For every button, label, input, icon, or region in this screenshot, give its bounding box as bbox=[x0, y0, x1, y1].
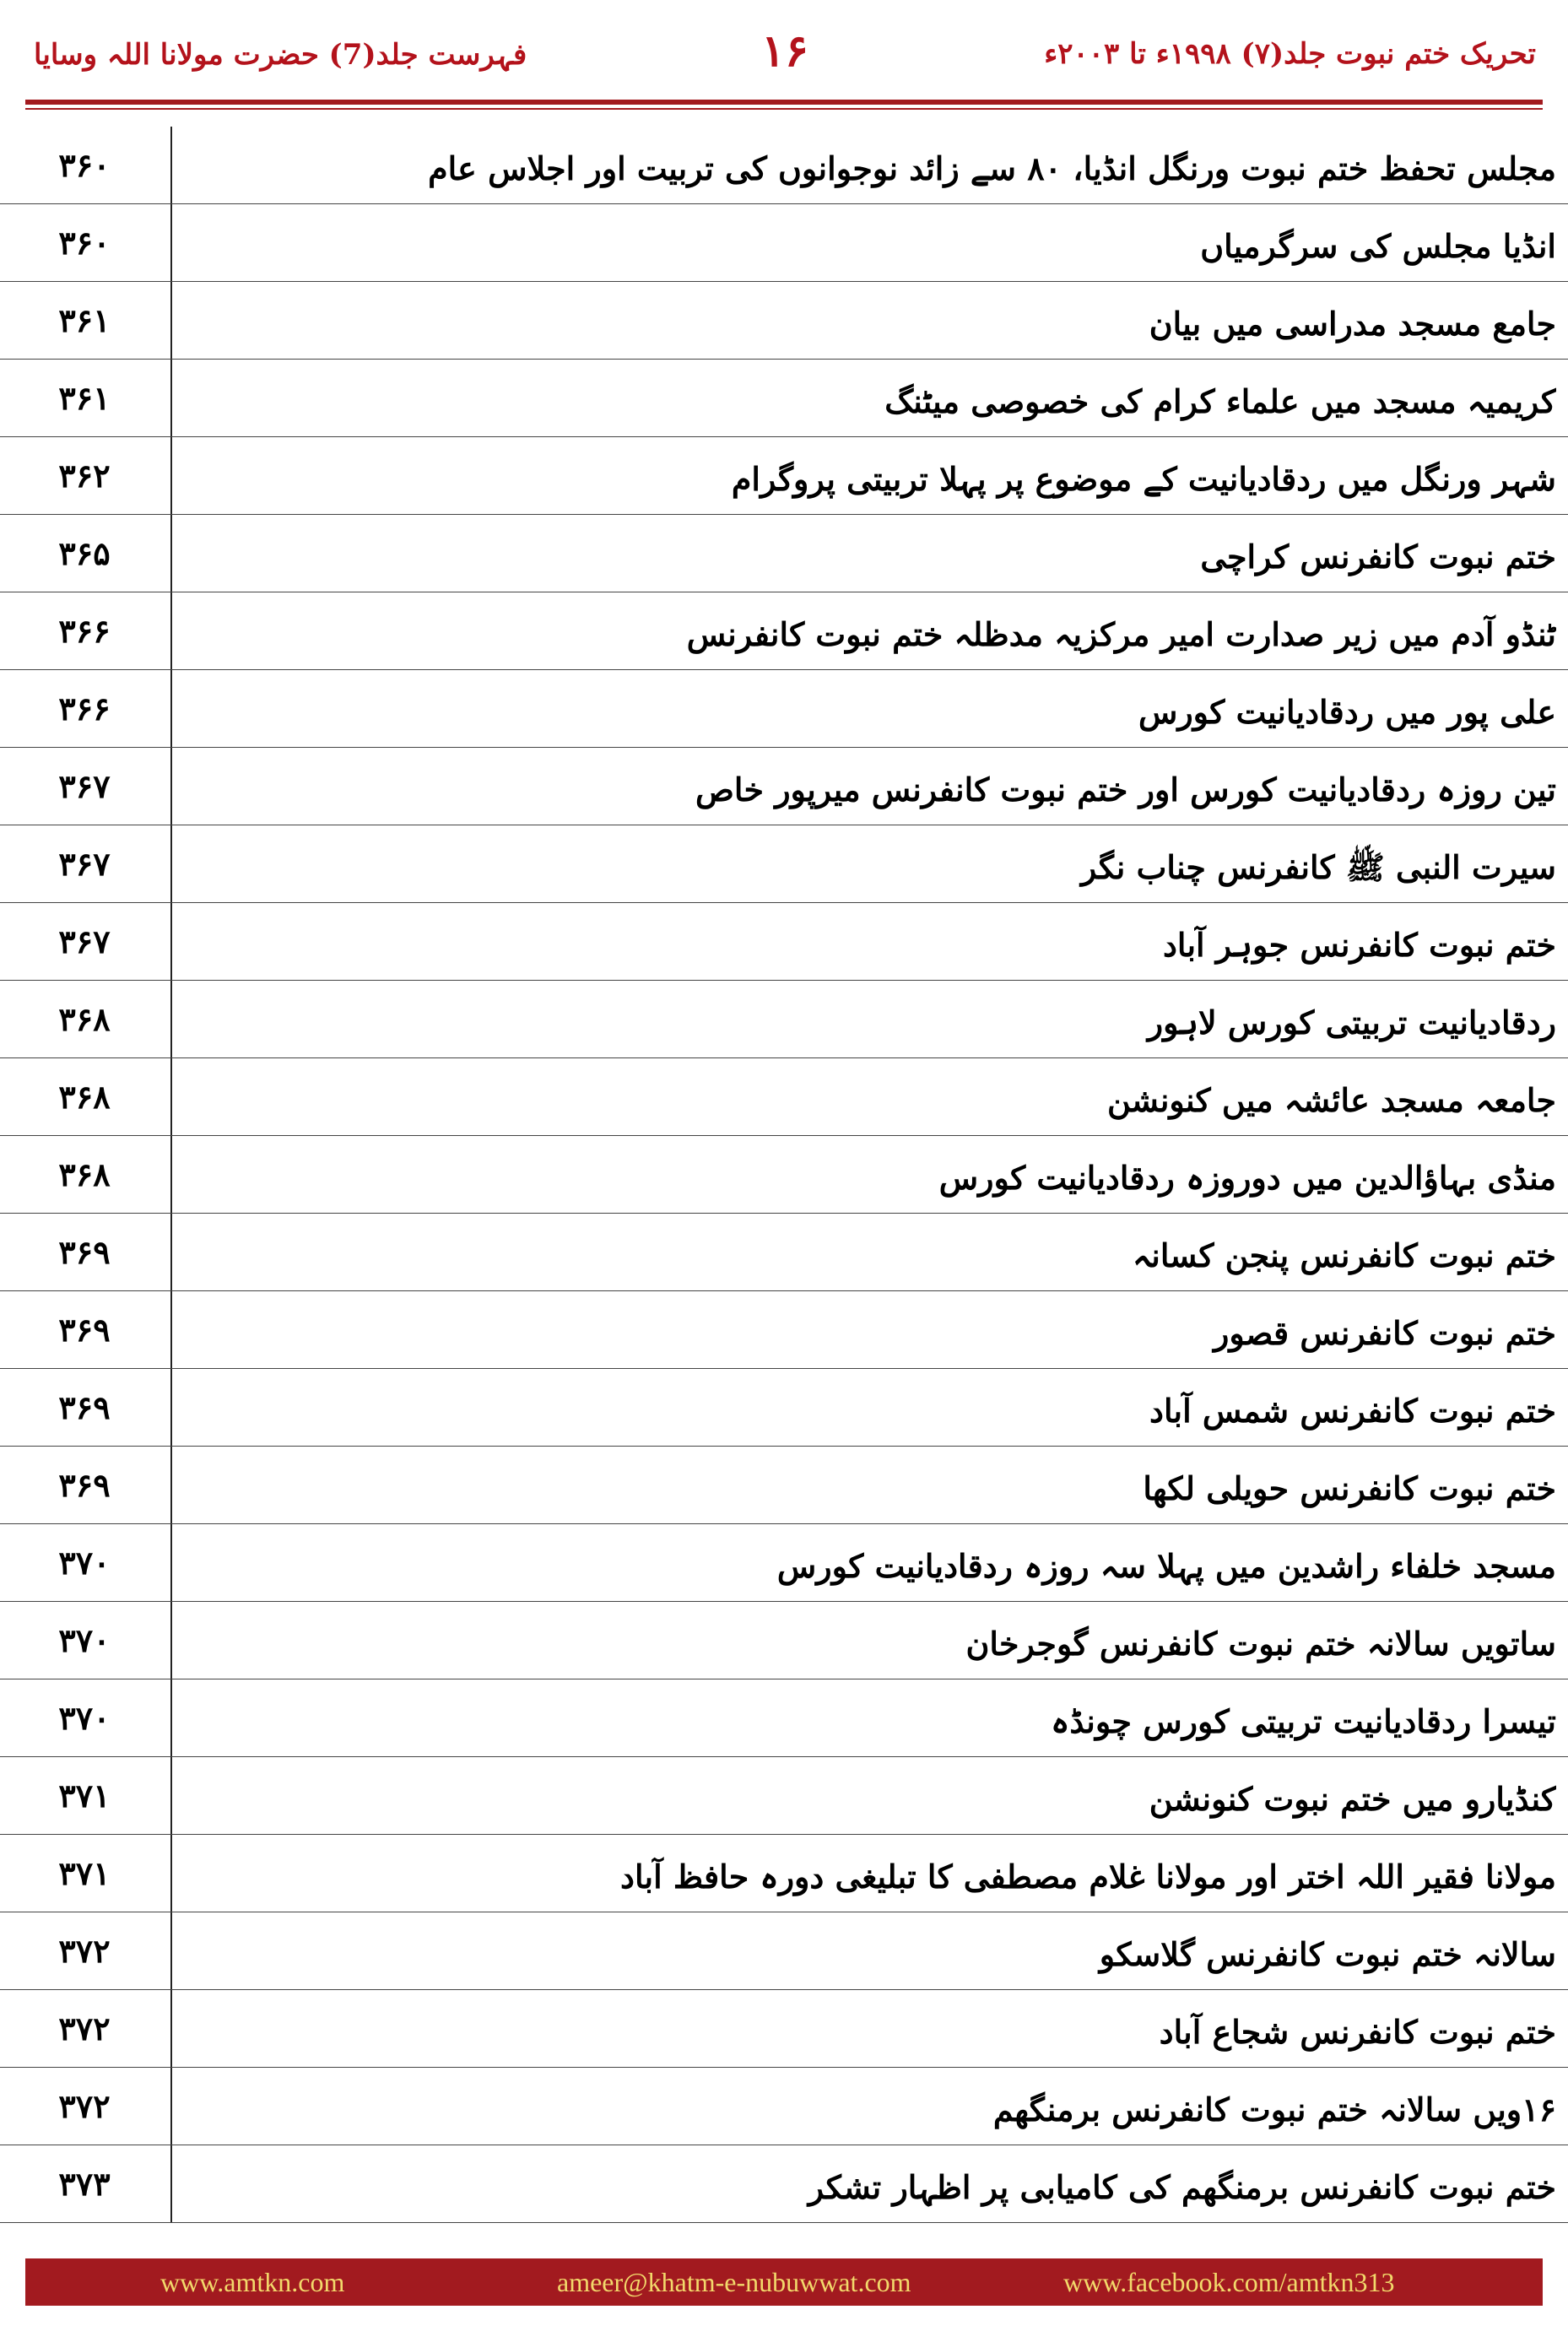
toc-page-number: ۳۶۰ bbox=[58, 146, 111, 184]
toc-entry-title: ختم نبوت کانفرنس کراچی bbox=[1200, 538, 1556, 576]
column-separator bbox=[170, 360, 172, 437]
toc-row[interactable] bbox=[0, 981, 1568, 1058]
toc-row[interactable] bbox=[0, 2145, 1568, 2223]
column-separator bbox=[170, 981, 172, 1058]
column-separator bbox=[170, 670, 172, 748]
toc-page-number: ۳۶۱ bbox=[58, 379, 111, 417]
toc-page-number: ۳۶۹ bbox=[58, 1466, 111, 1504]
column-separator bbox=[170, 1679, 172, 1757]
toc-entry-title: ختم نبوت کانفرنس شجاع آباد bbox=[1159, 2013, 1556, 2051]
column-separator bbox=[170, 2145, 172, 2223]
toc-row[interactable] bbox=[0, 127, 1568, 204]
toc-row[interactable] bbox=[0, 1524, 1568, 1602]
toc-entry-title: ختم نبوت کانفرنس برمنگھم کی کامیابی پر اظہار تشکر bbox=[808, 2168, 1556, 2206]
toc-page-number: ۳۷۳ bbox=[58, 2165, 111, 2203]
toc-entry-title: سالانہ ختم نبوت کانفرنس گلاسکو bbox=[1099, 1935, 1556, 1973]
toc-page-number: ۳۶۷ bbox=[58, 845, 111, 883]
toc-entry-title: شہر ورنگل میں ردقادیانیت کے موضوع پر پہلا تربیتی پروگرام bbox=[731, 460, 1556, 498]
website-link[interactable]: www.amtkn.com bbox=[160, 2267, 345, 2297]
toc-entry-title: انڈیا مجلس کی سرگرمیاں bbox=[1200, 227, 1556, 265]
toc-page-number: ۳۶۵ bbox=[58, 534, 111, 572]
toc-row[interactable] bbox=[0, 515, 1568, 592]
toc-page-number: ۳۷۲ bbox=[58, 1932, 111, 1970]
toc-page-number: ۳۶۹ bbox=[58, 1388, 111, 1426]
toc-page-number: ۳۶۶ bbox=[58, 690, 111, 727]
toc-row[interactable] bbox=[0, 360, 1568, 437]
toc-entry-title: تین روزہ ردقادیانیت کورس اور ختم نبوت کانفرنس میرپور خاص bbox=[695, 771, 1556, 809]
toc-entry-title: ختم نبوت کانفرنس قصور bbox=[1214, 1314, 1556, 1352]
toc-entry-title: کنڈیارو میں ختم نبوت کنونشن bbox=[1149, 1780, 1556, 1818]
column-separator bbox=[170, 825, 172, 903]
toc-row[interactable] bbox=[0, 1291, 1568, 1369]
toc-row[interactable] bbox=[0, 2068, 1568, 2145]
toc-entry-title: جامع مسجد مدراسی میں بیان bbox=[1149, 305, 1556, 343]
toc-entry-title: تیسرا ردقادیانیت تربیتی کورس چونڈہ bbox=[1051, 1702, 1556, 1740]
toc-page-number: ۳۶۰ bbox=[58, 224, 111, 262]
toc-row[interactable] bbox=[0, 592, 1568, 670]
column-separator bbox=[170, 1369, 172, 1447]
toc-entry-title: علی پور میں ردقادیانیت کورس bbox=[1138, 693, 1556, 731]
toc-entry-title: مسجد خلفاء راشدین میں پہلا سہ روزہ ردقادیانیت کورس bbox=[776, 1547, 1556, 1585]
toc-row[interactable] bbox=[0, 1679, 1568, 1757]
toc-row[interactable] bbox=[0, 1136, 1568, 1214]
toc-row[interactable] bbox=[0, 748, 1568, 825]
column-separator bbox=[170, 748, 172, 825]
toc-row[interactable] bbox=[0, 1058, 1568, 1136]
column-separator bbox=[170, 1291, 172, 1369]
toc-row[interactable] bbox=[0, 1447, 1568, 1524]
toc-entry-title: ختم نبوت کانفرنس جوہر آباد bbox=[1162, 926, 1556, 964]
toc-entry-title: ختم نبوت کانفرنس پنجن کسانہ bbox=[1133, 1236, 1556, 1274]
toc-entry-title: کریمیہ مسجد میں علماء کرام کی خصوصی میٹنگ bbox=[884, 382, 1556, 420]
toc-page-number: ۳۷۲ bbox=[58, 2087, 111, 2125]
toc-page-number: ۳۶۲ bbox=[58, 457, 111, 495]
column-separator bbox=[170, 1058, 172, 1136]
header-divider-thin bbox=[25, 108, 1543, 110]
toc-page-number: ۳۶۸ bbox=[58, 1000, 111, 1038]
toc-row[interactable] bbox=[0, 670, 1568, 748]
toc-page-number: ۳۶۸ bbox=[58, 1078, 111, 1116]
column-separator bbox=[170, 1136, 172, 1214]
column-separator bbox=[170, 437, 172, 515]
toc-page-number: ۳۶۱ bbox=[58, 301, 111, 339]
toc-page-number: ۳۶۷ bbox=[58, 767, 111, 805]
page-header bbox=[34, 25, 1536, 93]
toc-page-number: ۳۷۲ bbox=[58, 2009, 111, 2047]
toc-page-number: ۳۷۰ bbox=[58, 1699, 111, 1737]
toc-row[interactable] bbox=[0, 903, 1568, 981]
toc-row[interactable] bbox=[0, 1990, 1568, 2068]
book-title: تحریک ختم نبوت جلد(۷) ۱۹۹۸ء تا ۲۰۰۳ء bbox=[1044, 37, 1536, 71]
toc-entry-title: ختم نبوت کانفرنس شمس آباد bbox=[1149, 1392, 1556, 1430]
toc-page-number: ۳۷۱ bbox=[58, 1854, 111, 1892]
toc-row[interactable] bbox=[0, 825, 1568, 903]
toc-entry-title: ردقادیانیت تربیتی کورس لاہور bbox=[1147, 1003, 1556, 1041]
column-separator bbox=[170, 1835, 172, 1912]
toc-entry-title: ساتویں سالانہ ختم نبوت کانفرنس گوجرخان bbox=[965, 1625, 1556, 1663]
toc-entry-title: ۱۶ویں سالانہ ختم نبوت کانفرنس برمنگھم bbox=[992, 2090, 1556, 2128]
toc-page-number: ۳۷۰ bbox=[58, 1621, 111, 1659]
column-separator bbox=[170, 592, 172, 670]
facebook-link[interactable]: www.facebook.com/amtkn313 bbox=[1063, 2267, 1395, 2297]
row-divider bbox=[0, 2222, 1568, 2223]
column-separator bbox=[170, 1990, 172, 2068]
toc-entry-title: جامعہ مسجد عائشہ میں کنونشن bbox=[1107, 1081, 1556, 1119]
header-divider bbox=[25, 100, 1543, 105]
toc-row[interactable] bbox=[0, 1214, 1568, 1291]
column-separator bbox=[170, 1912, 172, 1990]
email-link[interactable]: ameer@khatm-e-nubuwwat.com bbox=[557, 2267, 911, 2297]
column-separator bbox=[170, 1757, 172, 1835]
toc-page-number: ۳۶۹ bbox=[58, 1311, 111, 1349]
toc-row[interactable] bbox=[0, 204, 1568, 282]
toc-row[interactable] bbox=[0, 1602, 1568, 1679]
toc-row[interactable] bbox=[0, 282, 1568, 360]
toc-row[interactable] bbox=[0, 1369, 1568, 1447]
page-footer bbox=[25, 2258, 1543, 2306]
column-separator bbox=[170, 1447, 172, 1524]
toc-page-number: ۳۷۰ bbox=[58, 1544, 111, 1582]
toc-entry-title: ختم نبوت کانفرنس حویلی لکھا bbox=[1143, 1469, 1556, 1507]
column-separator bbox=[170, 1602, 172, 1679]
toc-page-number: ۳۶۷ bbox=[58, 922, 111, 960]
toc-page-number: ۳۶۸ bbox=[58, 1155, 111, 1193]
toc-entry-title: مولانا فقیر اللہ اختر اور مولانا غلام مصطفی کا تبلیغی دورہ حافظ آباد bbox=[620, 1858, 1556, 1896]
column-separator bbox=[170, 127, 172, 204]
column-separator bbox=[170, 282, 172, 360]
toc-entry-title: سیرت النبی ﷺ کانفرنس چناب نگر bbox=[1080, 848, 1556, 886]
page-number: ۱۶ bbox=[761, 25, 808, 77]
toc-row[interactable] bbox=[0, 1835, 1568, 1912]
column-separator bbox=[170, 515, 172, 592]
toc-page-number: ۳۶۶ bbox=[58, 612, 111, 650]
column-separator bbox=[170, 1524, 172, 1602]
volume-index-label: فہرست جلد(7) حضرت مولانا اللہ وسایا bbox=[34, 38, 527, 72]
column-separator bbox=[170, 204, 172, 282]
toc-row[interactable] bbox=[0, 1912, 1568, 1990]
toc-page-number: ۳۶۹ bbox=[58, 1233, 111, 1271]
toc-row[interactable] bbox=[0, 437, 1568, 515]
toc-entry-title: منڈی بہاؤالدین میں دوروزہ ردقادیانیت کورس bbox=[938, 1159, 1556, 1197]
column-separator bbox=[170, 2068, 172, 2145]
toc-entry-title: ٹنڈو آدم میں زیر صدارت امیر مرکزیہ مدظلہ ختم نبوت کانفرنس bbox=[686, 615, 1556, 653]
toc-row[interactable] bbox=[0, 1757, 1568, 1835]
column-separator bbox=[170, 1214, 172, 1291]
toc-entry-title: مجلس تحفظ ختم نبوت ورنگل انڈیا، ۸۰ سے زائد نوجوانوں کی تربیت اور اجلاس عام bbox=[428, 149, 1556, 187]
column-separator bbox=[170, 903, 172, 981]
toc-page-number: ۳۷۱ bbox=[58, 1777, 111, 1815]
